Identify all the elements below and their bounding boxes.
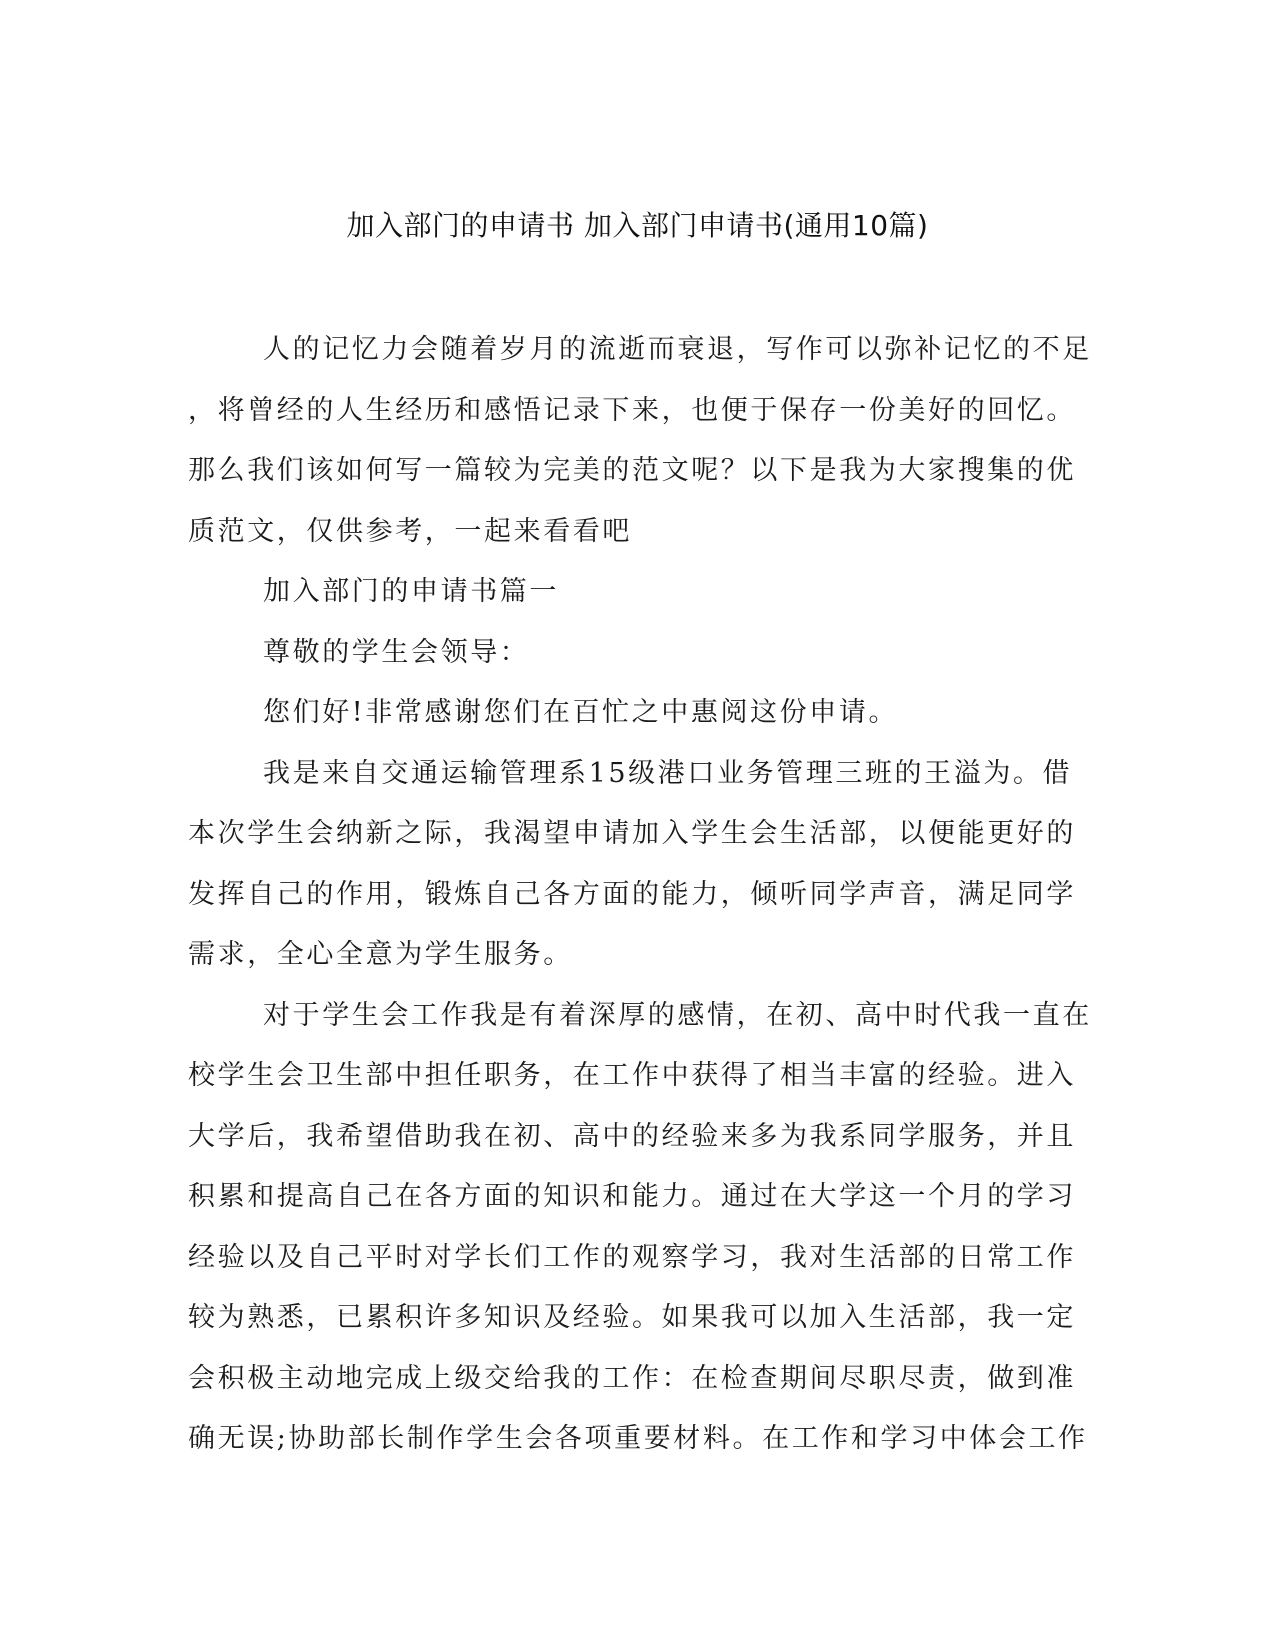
salutation: 尊敬的学生会领导：	[263, 636, 530, 668]
greeting-line: 您们好!非常感谢您们在百忙之中惠阅这份申请。	[263, 697, 899, 728]
text-line: 需求，全心全意为学生服务。	[188, 939, 573, 970]
text-line: 会积极主动地完成上级交给我的工作：在检查期间尽职尽责，做到准	[188, 1362, 1076, 1394]
text-line: ，将曾经的人生经历和感悟记录下来，也便于保存一份美好的回忆。	[188, 394, 1076, 426]
section-heading: 加入部门的申请书篇一	[263, 576, 559, 607]
text-line: 校学生会卫生部中担任职务，在工作中获得了相当丰富的经验。进入	[188, 1060, 1076, 1091]
text-line: 本次学生会纳新之际，我渴望申请加入学生会生活部，以便能更好的	[188, 818, 1076, 849]
text-line: 经验以及自己平时对学长们工作的观察学习，我对生活部的日常工作	[188, 1241, 1076, 1273]
text-line: 大学后，我希望借助我在初、高中的经验来多为我系同学服务，并且	[188, 1120, 1076, 1152]
text-line: 发挥自己的作用，锻炼自己各方面的能力，倾听同学声音，满足同学	[188, 878, 1076, 910]
document-body	[188, 330, 1092, 1480]
text-line: 那么我们该如何写一篇较为完美的范文呢？以下是我为大家搜集的优	[188, 455, 1076, 486]
text-line: 对于学生会工作我是有着深厚的感情，在初、高中时代我一直在	[263, 999, 1092, 1031]
text-line: 较为熟悉，已累积许多知识及经验。如果我可以加入生活部，我一定	[188, 1302, 1076, 1333]
text-line: 人的记忆力会随着岁月的流逝而衰退，写作可以弥补记忆的不足	[263, 334, 1092, 365]
document-title: 加入部门的申请书 加入部门申请书(通用10篇)	[346, 209, 929, 242]
text-line: 我是来自交通运输管理系15级港口业务管理三班的王溢为。借	[263, 757, 1073, 789]
text-line: 确无误;协助部长制作学生会各项重要材料。在工作和学习中体会工作	[188, 1423, 1088, 1454]
text-line: 积累和提高自己在各方面的知识和能力。通过在大学这一个月的学习	[188, 1181, 1076, 1212]
text-line: 质范文，仅供参考，一起来看看吧	[188, 515, 632, 547]
